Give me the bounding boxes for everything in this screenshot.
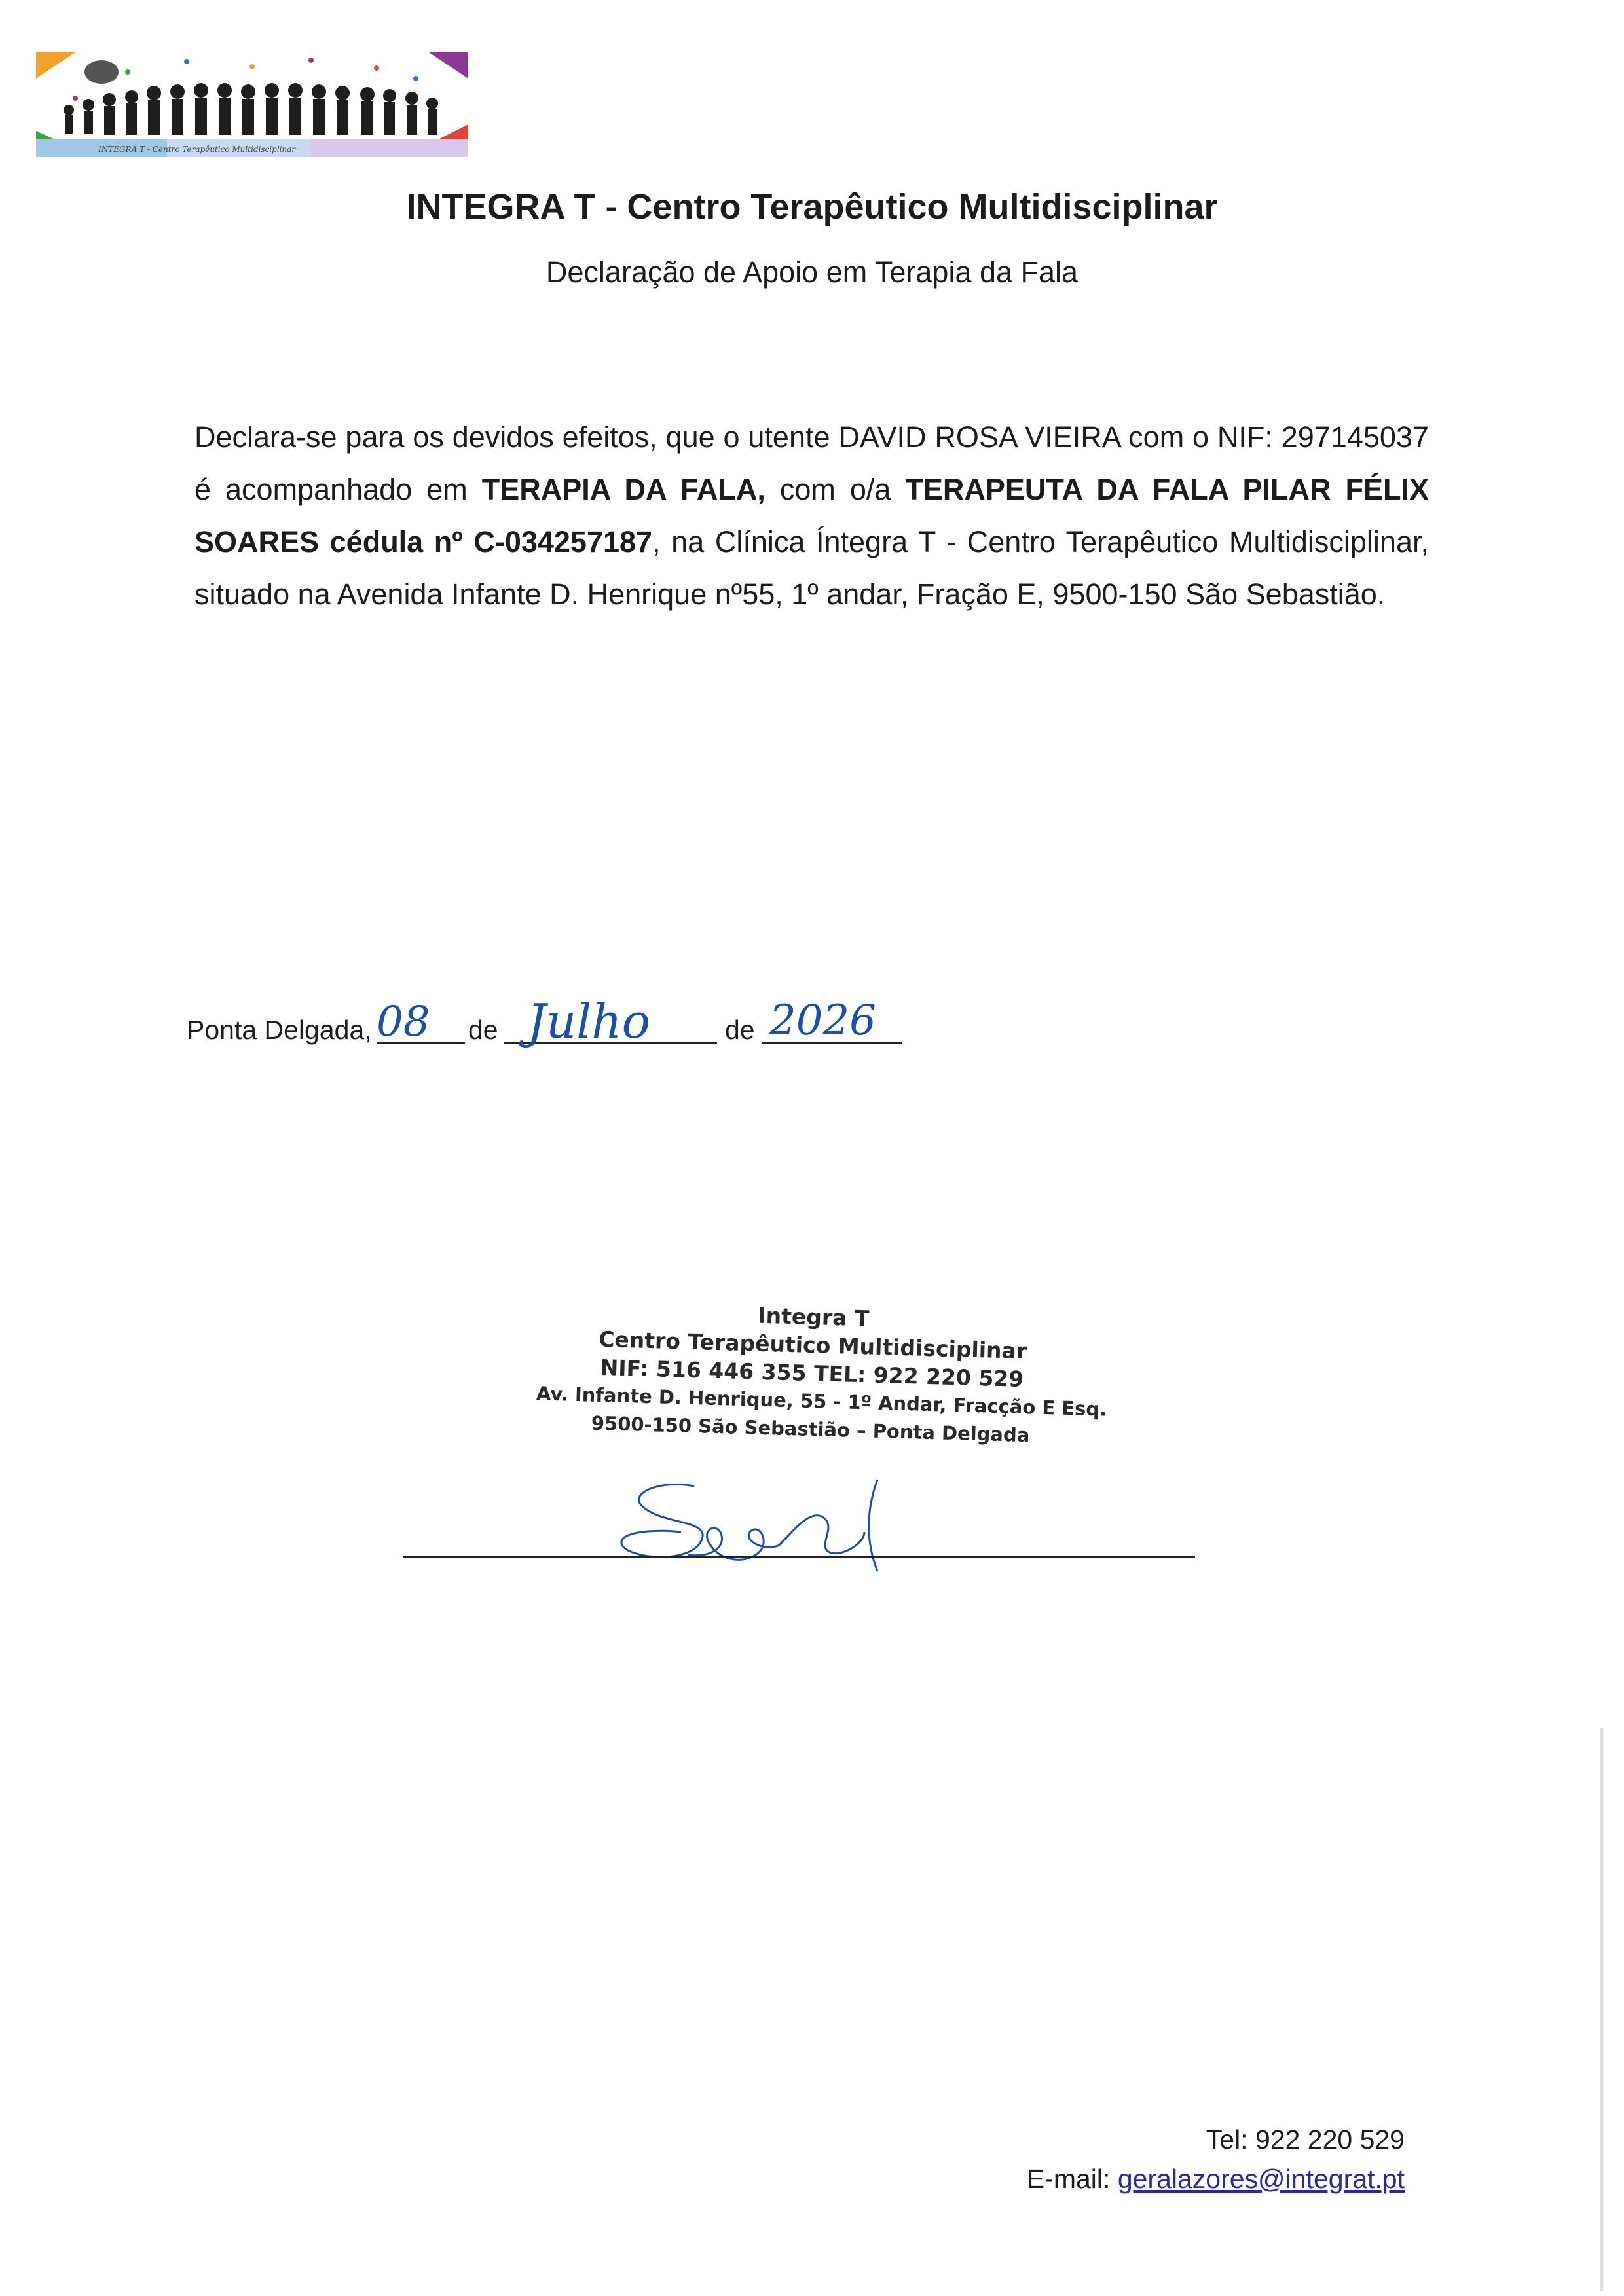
stamp-line-1: Integra T (757, 1302, 870, 1332)
declaration-text-part3: , na Clínica Íntegra T - Centro Terapêutico Multidisciplinar, situado na Avenida Infante D. Henrique nº55, 1º andar, Fração E, 9500-150 São Sebastião. (194, 525, 1429, 611)
email-label: E-mail: (1026, 2164, 1111, 2194)
handwritten-year: 2026 (769, 996, 876, 1045)
date-place: Ponta Delgada, (187, 1015, 372, 1045)
footer-tel (917, 2120, 1405, 2159)
tel-value: 922 220 529 (1255, 2124, 1405, 2155)
stamp-line-3: NIF: 516 446 355 TEL: 922 220 529 (600, 1354, 1024, 1393)
date-de-2: de (725, 1015, 755, 1045)
date-de-1: de (468, 1015, 498, 1045)
handwritten-month: Julho (527, 994, 650, 1049)
stamp-line-2: Centro Terapêutico Multidisciplinar (598, 1326, 1027, 1364)
footer-email (917, 2159, 1405, 2198)
page-title: INTEGRA T - Centro Terapêutico Multidisciplinar (406, 187, 1218, 227)
handwritten-day: 08 (377, 998, 430, 1046)
declaration-text-part1: Declara-se para os devidos efeitos, que o utente DAVID ROSA VIEIRA com o NIF: 297145037 é acompanhado em (194, 420, 1429, 506)
declaration-text-part2: com o/a (765, 473, 906, 506)
clinic-stamp (535, 1295, 1107, 1451)
email-link[interactable]: geralazores@integrat.pt (1117, 2164, 1405, 2194)
people-silhouettes-icon (36, 52, 468, 157)
declaration-paragraph (194, 411, 1429, 621)
stamp-line-5: 9500-150 São Sebastião – Ponta Delgada (591, 1412, 1030, 1447)
therapist-name: TERAPEUTA DA FALA PILAR FÉLIX SOARES cédula nº C-034257187 (194, 473, 1429, 558)
contact-footer (917, 2120, 1405, 2198)
signature-icon (602, 1467, 943, 1584)
integra-t-logo (36, 52, 468, 157)
scan-edge-artifact (1600, 1728, 1604, 2291)
stamp-line-4: Av. Infante D. Henrique, 55 - 1º Andar, Fracção E Esq. (536, 1382, 1107, 1421)
page-subtitle: Declaração de Apoio em Terapia da Fala (545, 255, 1079, 289)
tel-label: Tel: (1206, 2124, 1248, 2155)
svg-text:INTEGRA T - Centro Terapêutico: INTEGRA T - Centro Terapêutico Multidisciplinar (98, 145, 296, 154)
signature-line (403, 1556, 1195, 1558)
therapy-name: TERAPIA DA FALA, (481, 473, 766, 506)
